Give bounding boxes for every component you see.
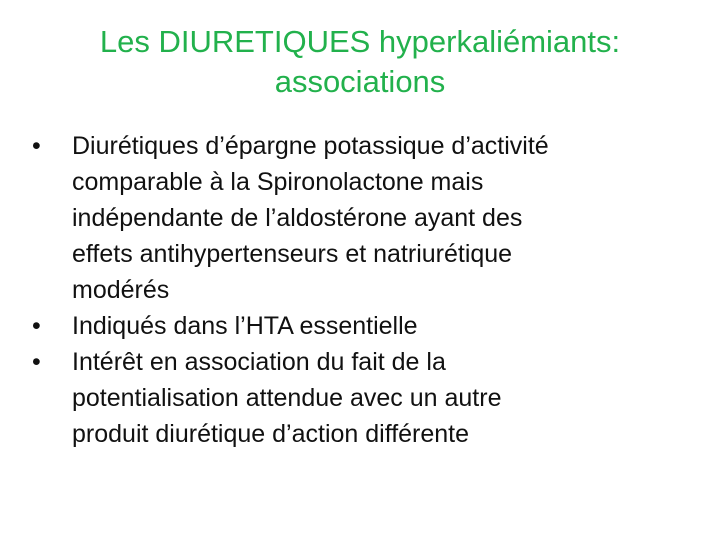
bullet-2-line-1: Indiqués dans l’HTA essentielle — [72, 312, 418, 340]
bullet-3-line-3: produit diurétique d’action différente — [72, 420, 470, 448]
bullet-3-line-1: Intérêt en association du fait de la — [72, 348, 446, 376]
bullet-dot-icon: • — [32, 312, 41, 340]
bullet-1-line-3: indépendante de l’aldostérone ayant des — [72, 204, 523, 232]
bullet-1-line-1: Diurétiques d’épargne potassique d’activité — [72, 132, 549, 160]
title-line-1: Les DIURETIQUES hyperkaliémiants: — [99, 24, 621, 59]
title-line-2: associations — [274, 64, 446, 99]
bullet-dot-icon: • — [32, 132, 41, 160]
bullet-1-line-5: modérés — [72, 276, 170, 304]
bullet-item-1 — [30, 128, 680, 308]
bullet-item-2 — [30, 308, 680, 344]
bullet-1-line-2: comparable à la Spironolactone mais — [72, 168, 484, 196]
bullet-dot-icon: • — [32, 348, 41, 376]
slide-title — [40, 22, 680, 102]
bullet-item-3 — [30, 344, 680, 452]
bullet-list — [30, 128, 680, 452]
bullet-1-line-4: effets antihypertenseurs et natriurétique — [72, 240, 513, 268]
bullet-3-line-2: potentialisation attendue avec un autre — [72, 384, 502, 412]
